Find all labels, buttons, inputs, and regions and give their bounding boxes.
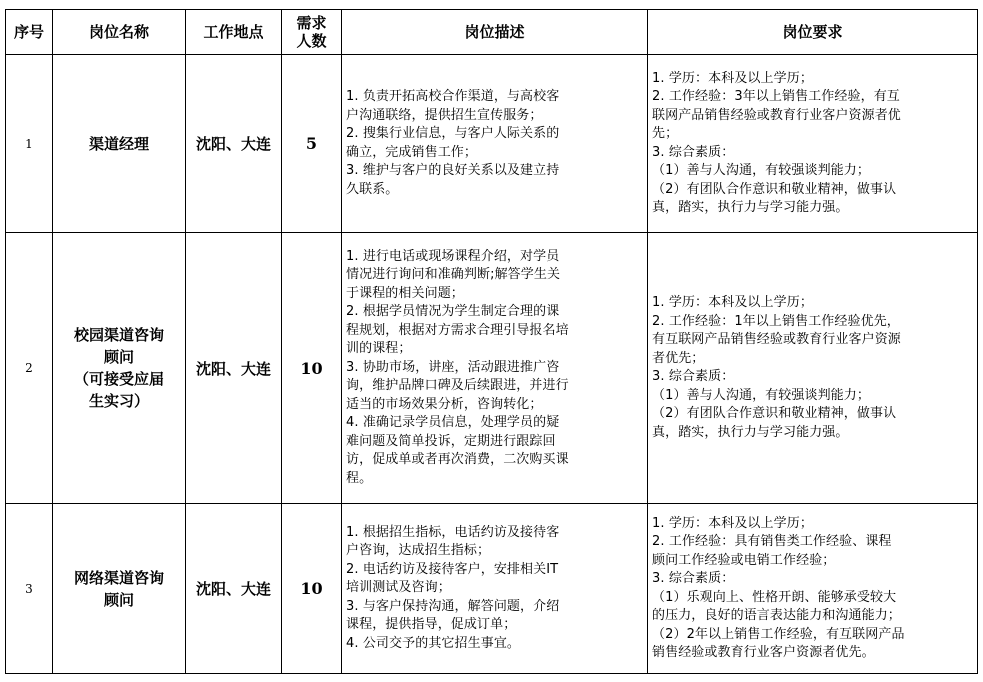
description-line: 确立，完成销售工作；: [346, 144, 478, 160]
headcount: 10: [282, 233, 342, 504]
table-row: [6, 504, 978, 674]
job-requirements: [648, 55, 978, 233]
job-requirements: [648, 233, 978, 504]
requirement-line: 销售经验或教育行业客户资源者优先。: [652, 645, 875, 660]
position-name-line: 校园渠道咨询: [73, 326, 164, 344]
requirement-line: 2. 工作经验：1年以上销售工作经验优先，: [652, 313, 900, 329]
job-description: [342, 55, 648, 233]
position-name-line: （可接受应届: [73, 370, 164, 388]
requirement-line: 真，踏实，执行力与学习能力强。: [652, 200, 849, 215]
work-location: 沈阳、大连: [186, 233, 282, 504]
description-line: 程规划，根据对方需求合理引导报名培: [346, 322, 569, 338]
description-line: 课程，提供指导，促成订单；: [346, 617, 517, 633]
description-line: 2. 电话约访及接待客户，安排相关IT: [346, 561, 559, 577]
row-index: 2: [6, 233, 53, 504]
job-description: [342, 233, 648, 504]
description-line: 户咨询，达成招生指标；: [346, 543, 491, 559]
requirement-line: 顾问工作经验或电销工作经验；: [652, 552, 836, 568]
requirement-line: 有互联网产品销售经验或教育行业客户资源: [652, 332, 901, 347]
table-row: [6, 55, 978, 233]
table-row: [6, 233, 978, 504]
job-requirements: [648, 504, 978, 674]
description-line: 1. 负责开拓高校合作渠道，与高校客: [346, 89, 560, 104]
header-description: 岗位描述: [342, 10, 648, 55]
header-requirements: 岗位要求: [648, 10, 978, 55]
position-name: [53, 233, 186, 504]
description-line: 3. 协助市场，讲座，活动跟进推广咨: [346, 359, 560, 375]
work-location: 沈阳、大连: [186, 504, 282, 674]
header-headcount-line2: 人数: [296, 32, 327, 50]
requirement-line: （1）善与人沟通，有较强谈判能力；: [652, 387, 870, 403]
description-line: 3. 与客户保持沟通，解答问题，介绍: [346, 598, 560, 614]
description-line: 适当的市场效果分析，咨询转化；: [346, 396, 543, 412]
requirement-line: 者优先；: [652, 350, 705, 366]
requirement-line: （1）乐观向上、性格开朗、能够承受较大: [652, 589, 897, 605]
description-line: 4. 准确记录学员信息，处理学员的疑: [346, 415, 560, 431]
header-position: 岗位名称: [53, 10, 186, 55]
position-name-line: 生实习）: [88, 392, 149, 410]
requirement-line: 3. 综合素质：: [652, 369, 735, 384]
description-line: 1. 根据招生指标，电话约访及接待客: [346, 524, 560, 540]
description-line: 训的课程；: [346, 341, 412, 357]
description-line: 久联系。: [346, 181, 399, 197]
requirement-line: 先；: [652, 126, 679, 141]
description-line: 访，促成单或者再次消费，二次购买课: [346, 452, 569, 468]
requirement-line: （2）有团队合作意识和敬业精神，做事认: [652, 406, 897, 421]
requirement-line: 1. 学历：本科及以上学历；: [652, 70, 813, 86]
description-line: 询，维护品牌口碑及后续跟进，并进行: [346, 378, 569, 394]
requirement-line: 2. 工作经验：具有销售类工作经验、课程: [652, 534, 892, 549]
job-description: [342, 504, 648, 674]
requirement-line: 1. 学历：本科及以上学历；: [652, 515, 813, 531]
description-line: 于课程的相关问题；: [346, 285, 464, 301]
position-name: [53, 55, 186, 233]
work-location: 沈阳、大连: [186, 55, 282, 233]
position-name: [53, 504, 186, 674]
description-line: 2. 根据学员情况为学生制定合理的课: [346, 304, 560, 320]
headcount: 10: [282, 504, 342, 674]
position-name-line: 渠道经理: [88, 134, 149, 153]
description-line: 2. 搜集行业信息，与客户人际关系的: [346, 126, 560, 141]
headcount: 5: [282, 55, 342, 233]
requirement-line: 3. 综合素质：: [652, 571, 735, 586]
description-line: 难问题及简单投诉，定期进行跟踪回: [346, 433, 556, 449]
position-name-line: 网络渠道咨询: [73, 568, 164, 587]
requirement-line: 1. 学历：本科及以上学历；: [652, 295, 813, 310]
row-index: 1: [6, 55, 53, 233]
row-index: 3: [6, 504, 53, 674]
requirement-line: （2）2年以上销售工作经验，有互联网产品: [652, 626, 905, 642]
requirement-line: 的压力，良好的语言表达能力和沟通能力；: [652, 608, 901, 623]
requirement-line: 联网产品销售经验或教育行业客户资源者优: [652, 107, 901, 123]
requirement-line: （1）善与人沟通，有较强谈判能力；: [652, 163, 870, 178]
description-line: 程。: [346, 470, 373, 486]
description-line: 培训测试及咨询；: [346, 580, 451, 596]
requirement-line: （2）有团队合作意识和敬业精神，做事认: [652, 181, 897, 197]
header-row: [6, 10, 978, 55]
position-name-line: 顾问: [103, 590, 134, 609]
requirement-line: 3. 综合素质：: [652, 144, 735, 160]
description-line: 4. 公司交予的其它招生事宜。: [346, 635, 521, 651]
header-headcount: [282, 10, 342, 55]
header-location: 工作地点: [186, 10, 282, 55]
description-line: 情况进行询问和准确判断;解答学生关: [346, 267, 561, 283]
position-name-line: 顾问: [103, 348, 134, 366]
description-line: 3. 维护与客户的良好关系以及建立持: [346, 163, 560, 178]
job-table: [5, 9, 978, 674]
header-headcount-line1: 需求: [296, 14, 327, 32]
description-line: 1. 进行电话或现场课程介绍，对学员: [346, 248, 560, 264]
header-index: 序号: [6, 10, 53, 55]
requirement-line: 2. 工作经验：3年以上销售工作经验，有互: [652, 89, 900, 104]
description-line: 户沟通联络，提供招生宣传服务；: [346, 107, 543, 123]
requirement-line: 真，踏实，执行力与学习能力强。: [652, 424, 849, 440]
